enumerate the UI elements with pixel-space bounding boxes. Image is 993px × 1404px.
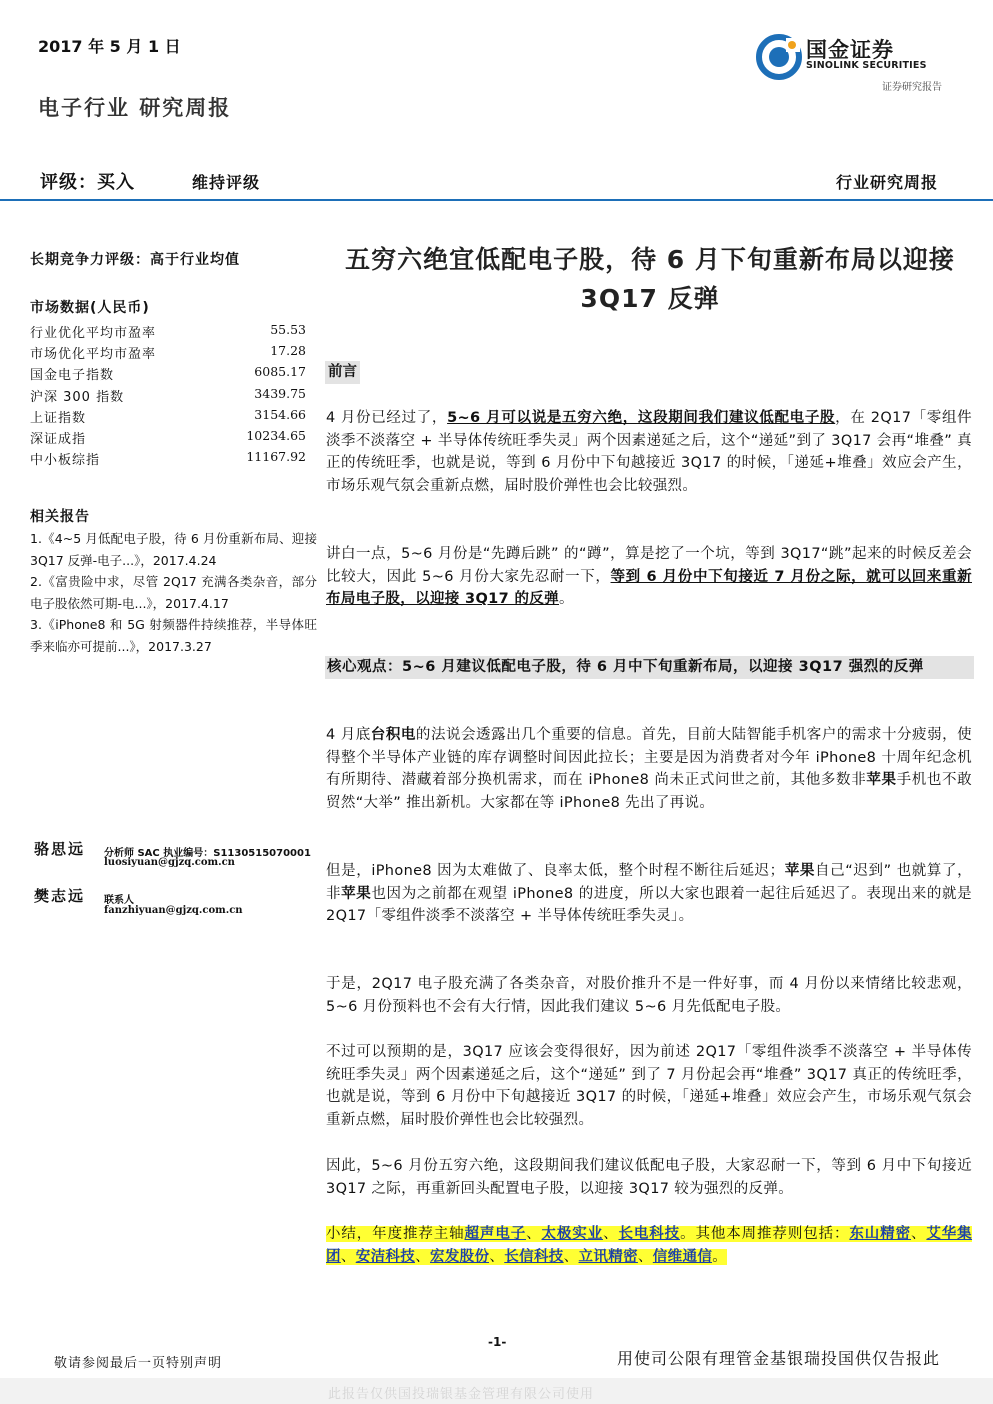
sinolink-logo bbox=[756, 32, 946, 94]
text-run: 也因为之前都在观望 iPhone8 的进度，所以大家也跟着一起往后延迟了。表现出来的就是 2Q17「零组件淡季不淡落空 + 半导体传统旺季失灵」。 bbox=[326, 885, 972, 925]
company-name: 苹果 bbox=[341, 885, 372, 902]
contact-label: 联系人 bbox=[104, 895, 134, 906]
footer-usage-note: 用使司公限有理管金基银瑞投国供仅告报此 bbox=[617, 1349, 941, 1368]
market-data-value: 3439.75 bbox=[254, 386, 306, 401]
market-data-label: 国金电子指数 bbox=[30, 368, 115, 383]
market-data-label: 深证成指 bbox=[30, 432, 87, 447]
paragraph-tsmc bbox=[326, 724, 972, 814]
report-title: 五穷六绝宜低配电子股，待 6 月下旬重新布局以迎接 3Q17 反弹 bbox=[345, 245, 955, 313]
key-point-text: 5~6 月可以说是五穷六绝，这段期间我们建议低配电子股 bbox=[447, 410, 836, 426]
company-name: 苹果 bbox=[866, 772, 897, 789]
long-term-rating: 长期竞争力评级：高于行业均值 bbox=[30, 252, 240, 268]
key-point-text: 等到 6 月份中下旬接近 7 月份之际，就可以回来重新布局电子股，以迎接 3Q17 的反弹 bbox=[326, 568, 972, 608]
separator: 、 bbox=[637, 1248, 653, 1265]
market-data-row bbox=[30, 322, 306, 343]
disclaimer-note: 敬请参阅最后一页特别声明 bbox=[54, 1356, 223, 1371]
summary-end: 。 bbox=[712, 1248, 728, 1265]
stock-link[interactable]: 东山精密 bbox=[849, 1226, 911, 1242]
stock-link[interactable]: 超声电子 bbox=[464, 1226, 527, 1242]
stock-link[interactable]: 安洁科技 bbox=[355, 1248, 416, 1265]
market-data-value: 10234.65 bbox=[246, 428, 306, 443]
report-type-label: 行业研究周报 bbox=[835, 173, 938, 192]
section-heading-core-view: 核心观点：5~6 月建议低配电子股，待 6 月中下旬重新布局，以迎接 3Q17 强烈的反弹 bbox=[325, 656, 974, 679]
header-divider bbox=[0, 199, 993, 201]
stock-link[interactable]: 太极实业 bbox=[541, 1226, 604, 1242]
text-run: 但是，iPhone8 因为太难做了、良率太低，整个时程不断往后延迟； bbox=[326, 863, 785, 879]
market-data-row bbox=[30, 428, 306, 449]
logo-english-name: SINOLINK SECURITIES bbox=[806, 60, 927, 71]
related-reports-title: 相关报告 bbox=[30, 509, 90, 525]
market-data-label: 行业优化平均市盈率 bbox=[30, 326, 157, 341]
stock-link[interactable]: 信维通信 bbox=[652, 1248, 713, 1265]
separator: 、 bbox=[415, 1248, 430, 1265]
separator: 、 bbox=[563, 1248, 579, 1265]
market-data-value: 55.53 bbox=[270, 322, 306, 337]
stock-link[interactable]: 长电科技 bbox=[618, 1226, 681, 1242]
stock-link[interactable]: 立讯精密 bbox=[578, 1248, 638, 1265]
sinolink-emblem-icon bbox=[756, 34, 802, 80]
analyst-sac-number: 分析师 SAC 执业编号：S1130515070001 bbox=[104, 848, 311, 859]
stock-link[interactable]: 长信科技 bbox=[504, 1248, 564, 1265]
contact-name: 樊志远 bbox=[34, 887, 86, 905]
separator: 、 bbox=[340, 1248, 356, 1265]
market-data-title: 市场数据(人民币) bbox=[30, 300, 150, 316]
market-data-row bbox=[30, 343, 306, 364]
paragraph-iphone8 bbox=[326, 860, 972, 928]
related-report-link[interactable]: 3.《iPhone8 和 5G 射频器件持续推荐，半导体旺季来临亦可提前...》，2017.3.27 bbox=[30, 617, 317, 654]
summary-mid: 。其他本周推荐则包括： bbox=[680, 1226, 850, 1242]
text-run: 的法说会透露出几个重要的信息。首先，目前大陆智能手机客户的需求十分疲弱，使得整个半导体产业链的库存调整时间因此拉长；主要是因为消费者对今年 iPhone8 十周年纪念机有所期待、潜藏着部分换机需求，而在 iPhone8 尚未正式问世之前，其他多数非 bbox=[326, 727, 972, 789]
industry-heading: 电子行业 研究周报 bbox=[38, 96, 232, 120]
related-report-link[interactable]: 2.《富贵险中求，尽管 2Q17 充满各类杂音，部分电子股依然可期-电...》，2017.4.17 bbox=[30, 574, 317, 611]
market-data-row bbox=[30, 407, 306, 428]
market-data-value: 11167.92 bbox=[246, 449, 306, 464]
paragraph-explanation bbox=[326, 543, 972, 611]
stock-link[interactable]: 艾华集团 bbox=[326, 1226, 973, 1265]
stock-link[interactable]: 宏发股份 bbox=[429, 1248, 490, 1265]
market-data-row bbox=[30, 364, 306, 385]
paragraph-3q17: 不过可以预期的是，3Q17 应该会变得很好，因为前述 2Q17「零组件淡季不淡落空 + 半导体传统旺季失灵」两个因素递延之后，这个“递延” 到了 7 月份起会再“堆叠” 3Q17 真正的传统旺季，也就是说，等到 6 月份中下旬越接近 3Q17 的时候，「递延+堆叠」效应会产生，市场乐观气氛会重新点燃，届时股价弹性也会比较强烈。 bbox=[326, 1044, 972, 1128]
page-number: -1- bbox=[488, 1335, 507, 1349]
rating-label: 评级：买入 bbox=[40, 172, 135, 193]
summary-intro: 小结，年度推荐主轴 bbox=[326, 1226, 465, 1242]
market-data-label: 上证指数 bbox=[30, 411, 87, 426]
text-run: 自己“迟到” 也就算了，非 bbox=[326, 863, 972, 902]
company-name: 苹果 bbox=[784, 863, 816, 879]
section-heading-intro: 前言 bbox=[325, 361, 360, 384]
related-report-link[interactable]: 1.《4~5 月低配电子股，待 6 月份重新布局、迎接 3Q17 反弹-电子...》，2017.4.24 bbox=[30, 531, 317, 568]
report-date: 2017 年 5 月 1 日 bbox=[38, 37, 181, 56]
market-data-label: 市场优化平均市盈率 bbox=[30, 347, 157, 362]
watermark-text: 此报告仅供国投瑞银基金管理有限公司使用 bbox=[328, 1387, 595, 1402]
market-data-value: 6085.17 bbox=[254, 364, 306, 379]
separator: 、 bbox=[603, 1226, 619, 1242]
analyst-email[interactable]: luosiyuan@gjzq.com.cn bbox=[104, 857, 235, 868]
text-run: ，在 2Q17「零组件淡季不淡落空 + 半导体传统旺季失灵」两个因素递延之后，这个“递延”到了 3Q17 会再“堆叠” 真正的传统旺季，也就是说，等到 6 月份中下旬越接近 3Q17 的时候，「递延+堆叠」效应会产生，市场乐观气氛会重新点燃，届时股价弹性也会比较强烈。 bbox=[326, 410, 972, 494]
market-data-row bbox=[30, 386, 306, 407]
text-run: 4 月份已经过了， bbox=[326, 410, 448, 426]
text-run: 手机也不敢贸然“大举” 推出新机。大家都在等 iPhone8 先出了再说。 bbox=[326, 772, 973, 811]
market-data-row bbox=[30, 449, 306, 470]
market-data-label: 中小板综指 bbox=[30, 453, 101, 468]
paragraph-2q17: 于是，2Q17 电子股充满了各类杂音，对股价推升不是一件好事，而 4 月份以来情绪比较悲观，5~6 月份预料也不会有大行情，因此我们建议 5~6 月先低配电子股。 bbox=[326, 976, 972, 1015]
separator: 、 bbox=[526, 1226, 542, 1242]
company-name: 台积电 bbox=[370, 727, 416, 743]
logo-subtitle: 证券研究报告 bbox=[882, 82, 942, 93]
rating-maintain-label: 维持评级 bbox=[192, 173, 261, 192]
market-data-label: 沪深 300 指数 bbox=[30, 390, 125, 405]
contact-email[interactable]: fanzhiyuan@gjzq.com.cn bbox=[104, 905, 243, 916]
paragraph-conclusion: 因此，5~6 月份五穷六绝，这段期间我们建议低配电子股，大家忍耐一下，等到 6 月中下旬接近 3Q17 之际，再重新回头配置电子股，以迎接 3Q17 较为强烈的反弹。 bbox=[326, 1158, 972, 1197]
market-data-value: 3154.66 bbox=[254, 407, 306, 422]
analyst-name: 骆思远 bbox=[34, 840, 86, 858]
text-run: 讲白一点，5~6 月份是“先蹲后跳” 的“蹲”，算是挖了一个坑，等到 3Q17“跳”起来的时候反差会比较大，因此 5~6 月份大家先忍耐一下， bbox=[326, 546, 972, 585]
text-run: 4 月底 bbox=[326, 727, 371, 743]
market-data-value: 17.28 bbox=[270, 343, 306, 358]
paragraph-intro bbox=[326, 407, 972, 497]
logo-chinese-name: 国金证券 bbox=[806, 38, 894, 62]
text-run: 。 bbox=[559, 591, 574, 608]
separator: 、 bbox=[489, 1248, 505, 1265]
paragraph-summary bbox=[326, 1223, 972, 1268]
separator: 、 bbox=[910, 1226, 927, 1242]
